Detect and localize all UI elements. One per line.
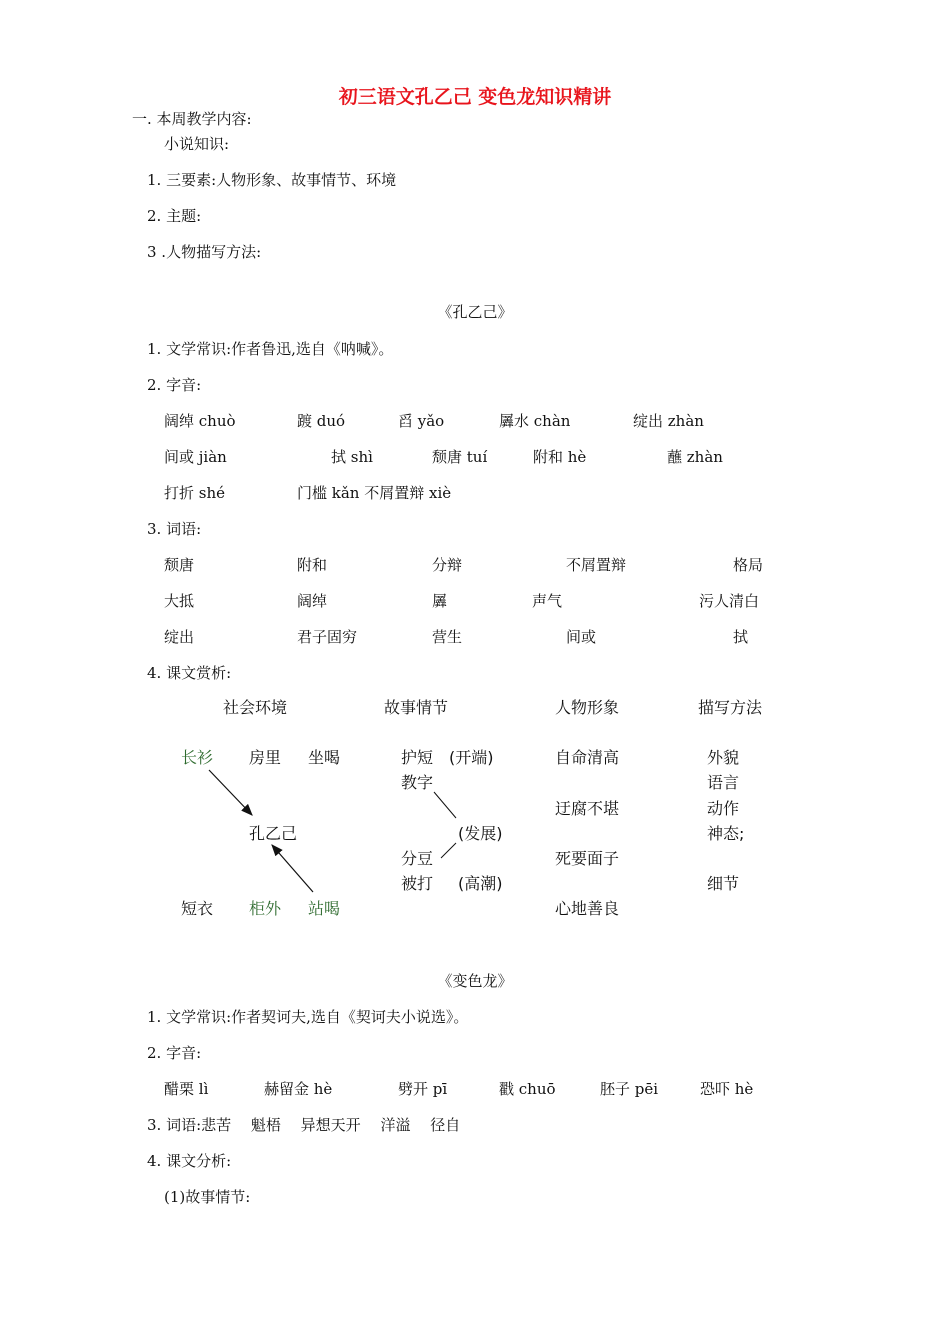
image-item: 心地善良 bbox=[555, 899, 620, 918]
pron-entry: 舀 yǎo bbox=[398, 412, 445, 430]
vocab-word: 绽出 bbox=[164, 628, 195, 646]
plot-item: 分豆 bbox=[401, 849, 434, 868]
arrow-line bbox=[209, 770, 252, 815]
list-item: 2. 字音: bbox=[147, 376, 202, 394]
pron-entry: 绽出 zhàn bbox=[633, 412, 704, 430]
list-item: 1. 文学常识:作者契诃夫,选自《契诃夫小说选》。 bbox=[147, 1008, 469, 1026]
vocab-word: 分辩 bbox=[432, 556, 463, 574]
arrow-line bbox=[272, 845, 313, 892]
pron-entry: 蘸 zhàn bbox=[667, 448, 723, 466]
pron-entry: 门槛 kǎn 不屑置辩 xiè bbox=[297, 484, 452, 502]
vocab-word: 大抵 bbox=[164, 592, 195, 610]
plot-stage: (开端) bbox=[449, 748, 494, 767]
list-item: 4. 课文赏析: bbox=[147, 664, 232, 682]
method-item: 细节 bbox=[707, 874, 740, 893]
vocab-word: 不屑置辩 bbox=[566, 556, 627, 574]
env-item: 柜外 bbox=[249, 899, 282, 918]
env-item: 站喝 bbox=[308, 899, 341, 918]
section-subheading: 小说知识: bbox=[164, 135, 230, 153]
bian-heading: 《变色龙》 bbox=[437, 972, 513, 990]
method-item: 语言 bbox=[707, 773, 740, 792]
list-item: 1. 三要素:人物形象、故事情节、环境 bbox=[147, 171, 397, 189]
list-subitem: (1)故事情节: bbox=[164, 1188, 251, 1206]
method-item: 外貌 bbox=[707, 748, 740, 767]
kong-heading: 《孔乙己》 bbox=[437, 303, 513, 321]
section-heading: 一. 本周教学内容: bbox=[132, 110, 252, 128]
diagram-header: 社会环境 bbox=[223, 698, 288, 717]
vocab-word: 间或 bbox=[566, 628, 597, 646]
connector-line bbox=[434, 792, 456, 818]
diagram-center: 孔乙己 bbox=[249, 824, 298, 843]
vocab-word: 污人清白 bbox=[699, 592, 760, 610]
plot-item: 教字 bbox=[401, 773, 434, 792]
method-item: 动作 bbox=[707, 799, 740, 818]
page-title: 初三语文孔乙己 变色龙知识精讲 bbox=[338, 86, 612, 108]
image-item: 迂腐不堪 bbox=[555, 799, 620, 818]
pron-entry: 劈开 pī bbox=[398, 1080, 448, 1098]
diagram-header: 描写方法 bbox=[698, 698, 763, 717]
list-item: 3 .人物描写方法: bbox=[147, 243, 262, 261]
diagram-header: 人物形象 bbox=[555, 698, 620, 717]
vocab-word: 格局 bbox=[733, 556, 764, 574]
vocab-word: 颓唐 bbox=[164, 556, 195, 574]
pron-entry: 间或 jiàn bbox=[164, 448, 227, 466]
pron-entry: 羼水 chàn bbox=[499, 412, 571, 430]
vocab-word: 君子固穷 bbox=[297, 628, 358, 646]
pron-entry: 颓唐 tuí bbox=[432, 448, 488, 466]
pron-entry: 阔绰 chuò bbox=[164, 412, 236, 430]
vocab-word: 阔绰 bbox=[297, 592, 328, 610]
pron-entry: 恐吓 hè bbox=[700, 1080, 754, 1098]
plot-item: 护短 bbox=[401, 748, 434, 767]
vocab-word: 羼 bbox=[432, 592, 448, 610]
env-item: 短衣 bbox=[181, 899, 214, 918]
vocab-word: 附和 bbox=[297, 556, 328, 574]
plot-stage: (高潮) bbox=[458, 874, 503, 893]
connector-line bbox=[441, 843, 456, 858]
vocab-word: 拭 bbox=[733, 628, 749, 646]
env-item: 长衫 bbox=[181, 748, 214, 767]
image-item: 自命清高 bbox=[555, 748, 620, 767]
pron-entry: 拭 shì bbox=[331, 448, 373, 466]
list-item: 4. 课文分析: bbox=[147, 1152, 232, 1170]
pron-entry: 打折 shé bbox=[164, 484, 226, 502]
pron-entry: 赫留金 hè bbox=[264, 1080, 333, 1098]
list-item: 3. 词语:悲苦 魁梧 异想天开 洋溢 径自 bbox=[147, 1116, 461, 1134]
pron-entry: 附和 hè bbox=[533, 448, 587, 466]
pron-entry: 踱 duó bbox=[297, 412, 346, 430]
env-item: 房里 bbox=[249, 748, 282, 767]
list-item: 1. 文学常识:作者鲁迅,选自《呐喊》。 bbox=[147, 340, 394, 358]
pron-entry: 醋栗 lì bbox=[164, 1080, 209, 1098]
image-item: 死要面子 bbox=[555, 849, 620, 868]
plot-stage: (发展) bbox=[458, 824, 503, 843]
list-item: 2. 主题: bbox=[147, 207, 202, 225]
env-item: 坐喝 bbox=[308, 748, 341, 767]
plot-item: 被打 bbox=[401, 874, 434, 893]
method-item: 神态; bbox=[707, 824, 745, 843]
vocab-word: 声气 bbox=[532, 592, 563, 610]
pron-entry: 戳 chuō bbox=[499, 1080, 556, 1098]
diagram-header: 故事情节 bbox=[384, 698, 449, 717]
pron-entry: 胚子 pēi bbox=[600, 1080, 659, 1098]
list-item: 3. 词语: bbox=[147, 520, 202, 538]
list-item: 2. 字音: bbox=[147, 1044, 202, 1062]
vocab-word: 营生 bbox=[432, 628, 463, 646]
